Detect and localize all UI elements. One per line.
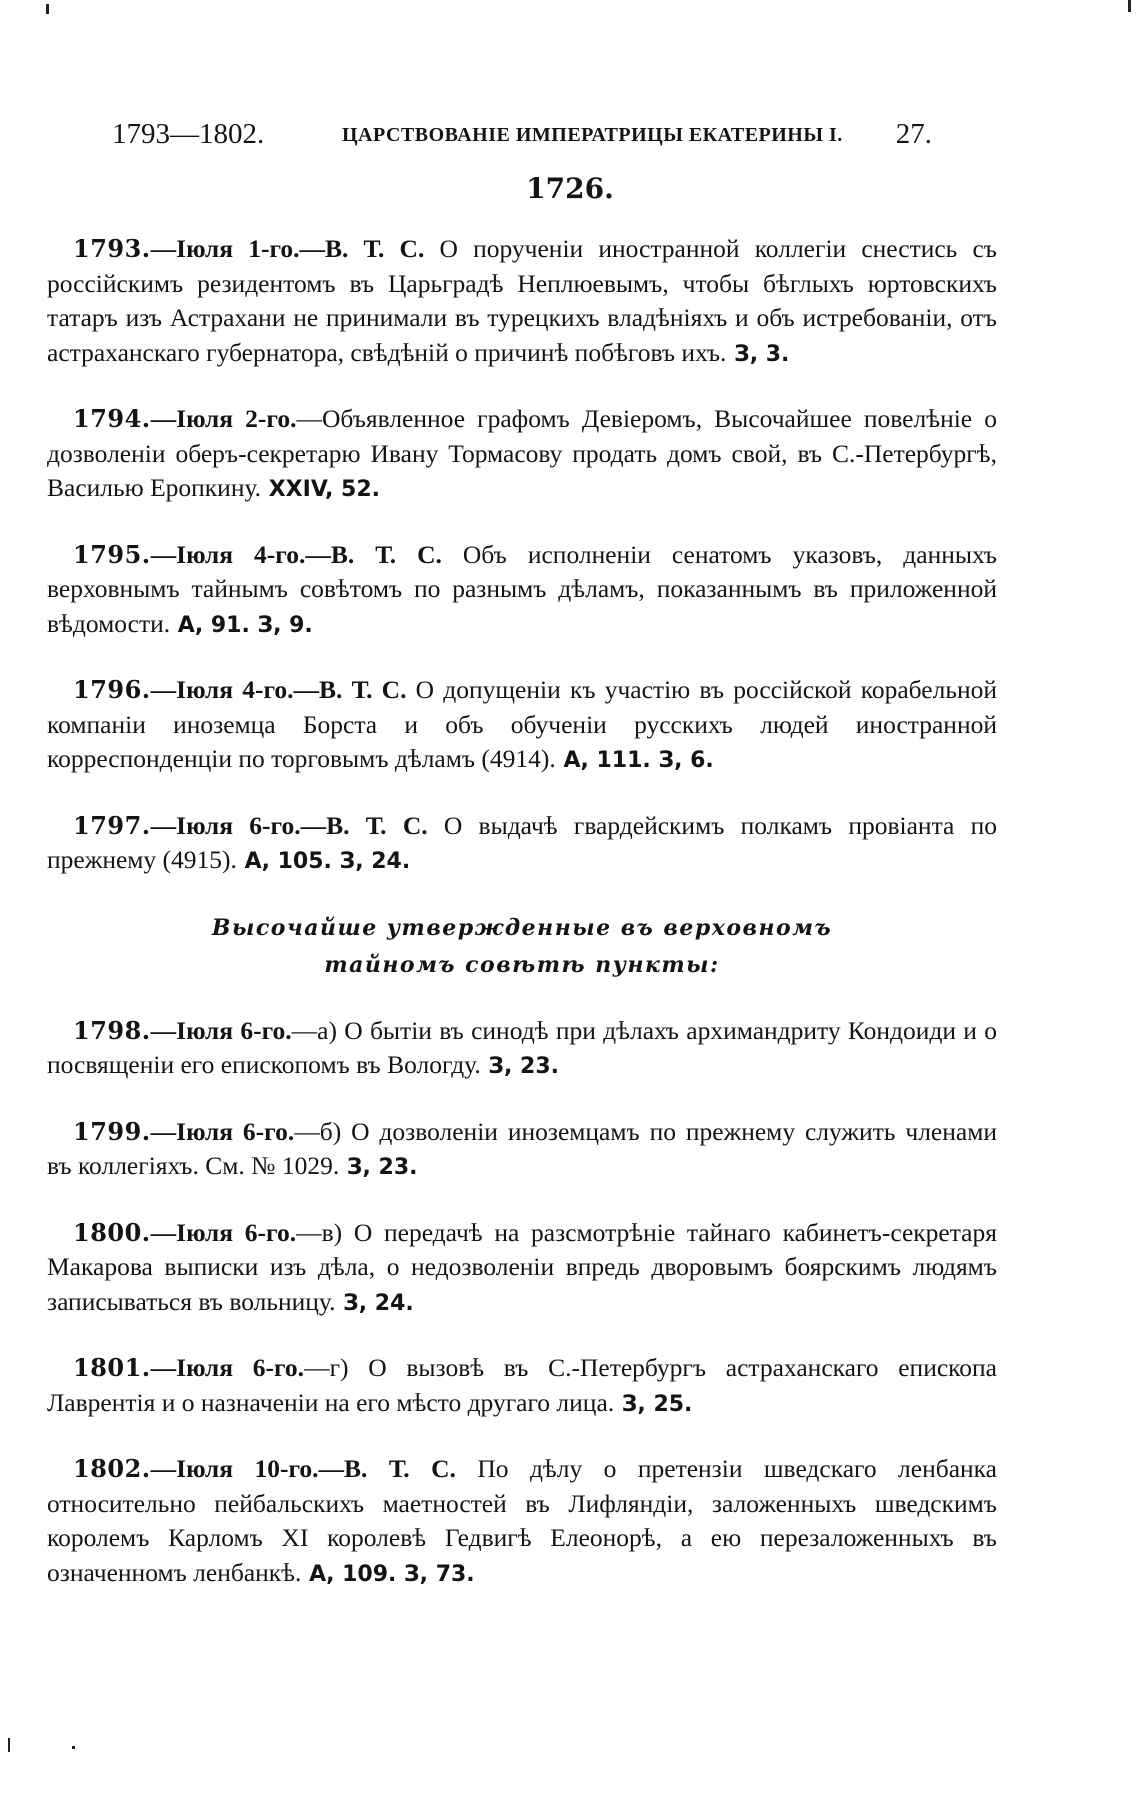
entries-list [47,232,997,1622]
entry-date: —Іюля 4-го.—В. Т. С. [150,675,407,704]
entry-citation: А, 91. З, 9. [170,612,313,638]
entry-citation: З, 25. [614,1391,693,1417]
section-heading [47,910,997,984]
entry [47,402,997,508]
entry-text: О допущеніи къ участію въ россійской корабельной компаніи иноземца Борста и объ обученіи русскихъ людей иностранной корреспонденціи по торговымъ дѣламъ (4914). [47,675,997,773]
scan-mark-top-left [46,4,49,14]
entry-number: 1797. [73,810,151,840]
entry-date: —Іюля 10-го.—В. Т. С. [150,1454,456,1483]
entry-citation: А, 111. З, 6. [555,748,714,773]
entry-text: —б) О дозволеніи иноземцамъ по прежнему служить членами въ коллегіяхъ. См. № 1029. [47,1116,997,1180]
section-heading-line-1: Высочайше утвержденные въ верховномъ [211,914,833,941]
header-years: 1793—1802. [112,118,265,150]
entry [47,809,997,880]
entry-citation: А, 105. З, 24. [236,849,411,874]
entry-number: 1793. [73,234,151,263]
entry-date: —Іюля 2-го. [150,404,297,433]
entry [47,232,997,372]
entry-citation: XXIV, 52. [261,477,381,502]
entry-number: 1798. [73,1015,151,1045]
entry [47,1452,997,1592]
entry-date: —Іюля 6-го. [150,1015,292,1045]
entry-text: —в) О передачѣ на разсмотрѣніе тайнаго кабинетъ-секретаря Макарова выписки изъ дѣла, о недозволеніи впредь дворовымъ боярскимъ людямъ записываться въ вольницу. [47,1217,997,1316]
scan-mark-top-right [1128,0,1131,12]
header-title: ЦАРСТВОВАНІЕ ИМПЕРАТРИЦЫ ЕКАТЕРИНЫ I. [342,124,843,146]
entry-date: —Іюля 6-го. [150,1353,305,1382]
entry-number: 1799. [73,1116,151,1146]
entry-text: О выдачѣ гвардейскимъ полкамъ провіанта по прежнему (4915). [47,810,997,874]
entry-date: —Іюля 6-го. [150,1217,297,1247]
year-heading: 1726. [526,172,614,205]
entry-citation: А, 109. З, 73. [301,1561,475,1587]
entry-citation: З, 23. [480,1054,560,1079]
entry-citation: З, 23. [339,1155,418,1180]
entry-number: 1796. [73,675,151,704]
entry [47,1216,997,1322]
entry-citation: З, 24. [335,1290,414,1316]
section-heading-line-2: тайномъ совѣтѣ пункты: [324,951,720,978]
entry-text: По дѣлу о претензіи шведскаго ленбанка относительно пейбальскихъ маетностей въ Лифляндіи, заложенныхъ шведскимъ королемъ Карломъ XI королевѣ Гедвигѣ Елеонорѣ, а ею перезаложенныхъ въ означенномъ ленбанкѣ. [47,1454,997,1587]
entry-text: —г) О вызовѣ въ С.-Петербургъ астраханскаго епископа Лаврентія и о назначеніи на его мѣсто другаго лица. [47,1353,997,1417]
entry-text: О порученіи иностранной коллегіи снестись съ россійскимъ резидентомъ въ Царьградѣ Неплюевымъ, чтобы бѣглыхъ юртовскихъ татаръ изъ Астрахани не принимали въ турецкихъ владѣніяхъ и объ истребованіи, отъ астраханскаго губернатора, свѣдѣній о причинѣ побѣговъ ихъ. [47,234,997,367]
entry [47,538,997,644]
entry-text: Объ исполненіи сенатомъ указовъ, данныхъ верховнымъ тайнымъ совѣтомъ по разнымъ дѣламъ, показаннымъ въ приложенной вѣдомости. [47,539,997,638]
entry-number: 1802. [73,1454,151,1483]
entry-citation: З, 3. [726,341,790,367]
scan-mark-bottom-left [8,1738,10,1752]
entry-number: 1794. [73,404,151,433]
entry-number: 1801. [73,1353,151,1382]
entry-text: —а) О бытіи въ синодѣ при дѣлахъ архимандриту Кондоиди и о посвященіи его епископомъ въ Вологду. [47,1015,997,1079]
page-number: 27. [895,118,932,150]
page-header [112,118,932,158]
entry [47,1351,997,1422]
entry-text: —Объявленное графомъ Девіеромъ, Высочайшее повелѣніе о дозволеніи оберъ-секретарю Ивану Тормасову продать домъ свой, въ С.-Петербургѣ, Василью Еропкину. [47,404,997,502]
entry-date: —Іюля 4-го.—В. Т. С. [150,539,442,569]
entry [47,1014,997,1085]
entry-date: —Іюля 6-го.—В. Т. С. [150,810,428,840]
entry-date: —Іюля 1-го.—В. Т. С. [150,234,425,263]
scan-mark-bottom-dot [72,1746,75,1749]
entry-number: 1795. [73,539,151,569]
entry [47,1115,997,1186]
entry-date: —Іюля 6-го. [150,1116,295,1146]
entry-number: 1800. [73,1217,151,1247]
entry [47,673,997,779]
